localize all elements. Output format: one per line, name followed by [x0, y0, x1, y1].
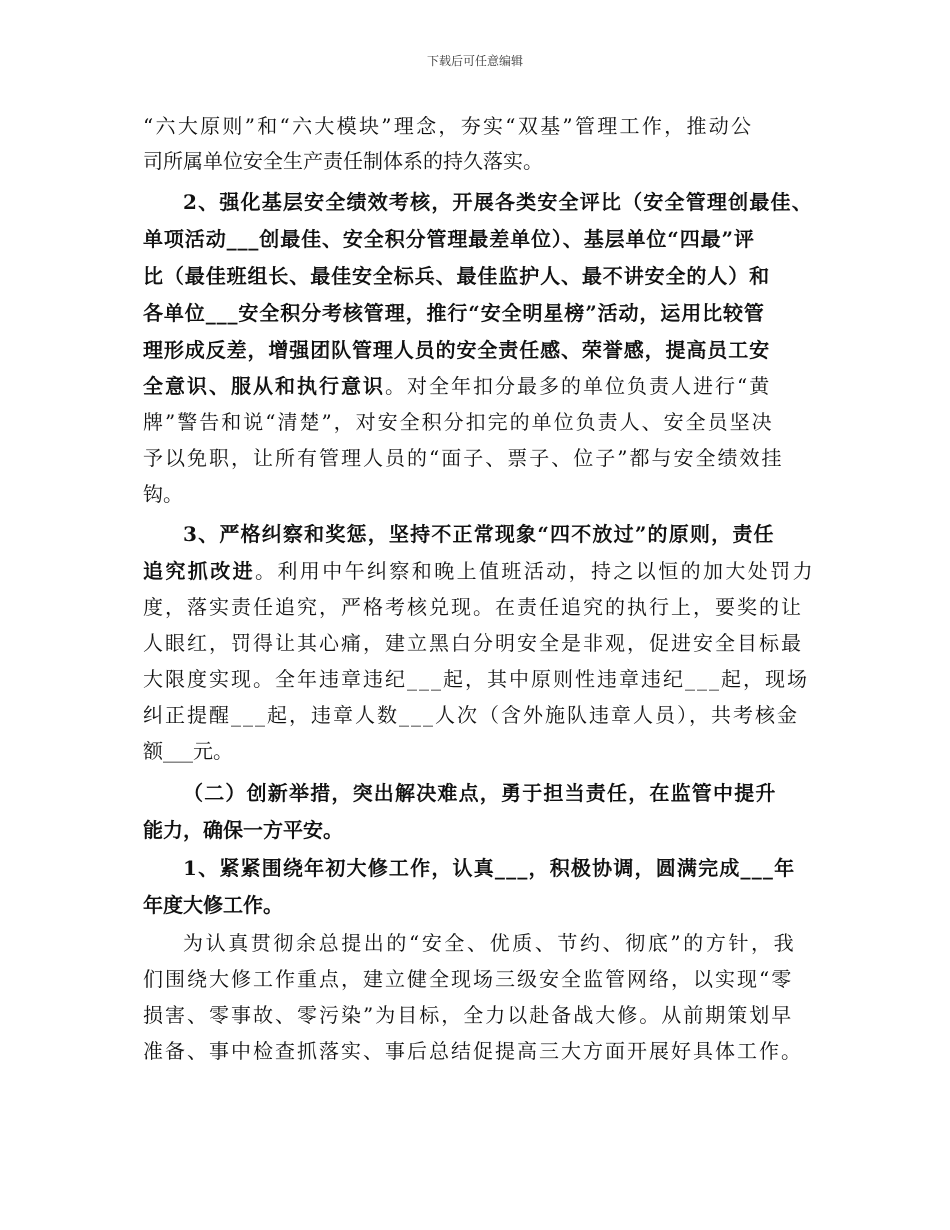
normal-phrase: 。利用中午纠察和晚上值班活动，持之以恒的加大处罚力 — [255, 559, 815, 583]
text-line: 纠正提醒___起，违章人数___人次（含外施队违章人员），共考核金 — [143, 703, 799, 727]
text-line: “六大原则”和“六大模块”理念，夯实“双基”管理工作，推动公 — [143, 114, 754, 138]
bold-phrase: 全意识、服从和执行意识 — [143, 374, 385, 398]
text-line: 各单位___安全积分考核管理，推行“安全明星榜”活动，运用比较管 — [143, 301, 765, 325]
text-line: 钩。 — [143, 482, 183, 506]
text-line: 能力，确保一方平安。 — [143, 818, 343, 842]
text-line: 额___元。 — [143, 739, 233, 763]
text-line: 人眼红，罚得让其心痛，建立黑白分明安全是非观，促进安全目标最 — [143, 631, 803, 655]
text-line: 牌”警告和说“清楚”，对安全积分扣完的单位负责人、安全员坚决 — [143, 410, 774, 434]
text-line: 1、紧紧围绕年初大修工作，认真___，积极协调，圆满完成___年 — [183, 856, 796, 880]
text-line: 们围绕大修工作重点，建立健全现场三级安全监管网络，以实现“零 — [143, 967, 794, 991]
text-line: 大限度实现。全年违章违纪___起，其中原则性违章违纪___起，现场 — [143, 667, 809, 691]
text-line: 为认真贯彻余总提出的“安全、优质、节约、彻底”的方针，我 — [183, 931, 797, 955]
text-line: 比（最佳班组长、最佳安全标兵、最佳监护人、最不讲安全的人）和 — [143, 264, 770, 288]
text-line: 年度大修工作。 — [143, 893, 283, 917]
text-line: 度，落实责任追究，严格考核兑现。在责任追究的执行上，要奖的让 — [143, 595, 803, 619]
text-line: 3、严格纠察和奖惩，坚持不正常现象“四不放过”的原则，责任 — [183, 522, 775, 546]
text-line: 予以免职，让所有管理人员的“面子、票子、位子”都与安全绩效挂 — [143, 446, 784, 470]
normal-phrase: 。对全年扣分最多的单位负责人进行“黄 — [385, 374, 772, 398]
page-header: 下载后可任意编辑 — [426, 54, 523, 68]
text-line — [143, 553, 815, 589]
text-line: 准备、事中检查抓落实、事后总结促提高三大方面开展好具体工作。 — [143, 1039, 803, 1063]
bold-phrase: 追究抓改进 — [143, 559, 255, 583]
text-line: 2、强化基层安全绩效考核，开展各类安全评比（安全管理创最佳、 — [183, 190, 813, 214]
text-line — [143, 368, 771, 404]
text-line: 单项活动___创最佳、安全积分管理最差单位）、基层单位“四最”评 — [143, 227, 755, 251]
text-line: （二）创新举措，突出解决难点，勇于担当责任，在监管中提升 — [183, 781, 777, 805]
text-line: 理形成反差，增强团队管理人员的安全责任感、荣誉感，提高员工安 — [143, 338, 770, 362]
text-line: 司所属单位安全生产责任制体系的持久落实。 — [143, 149, 543, 173]
text-line: 损害、零事故、零污染”为目标，全力以赴备战大修。从前期策划早 — [143, 1003, 794, 1027]
